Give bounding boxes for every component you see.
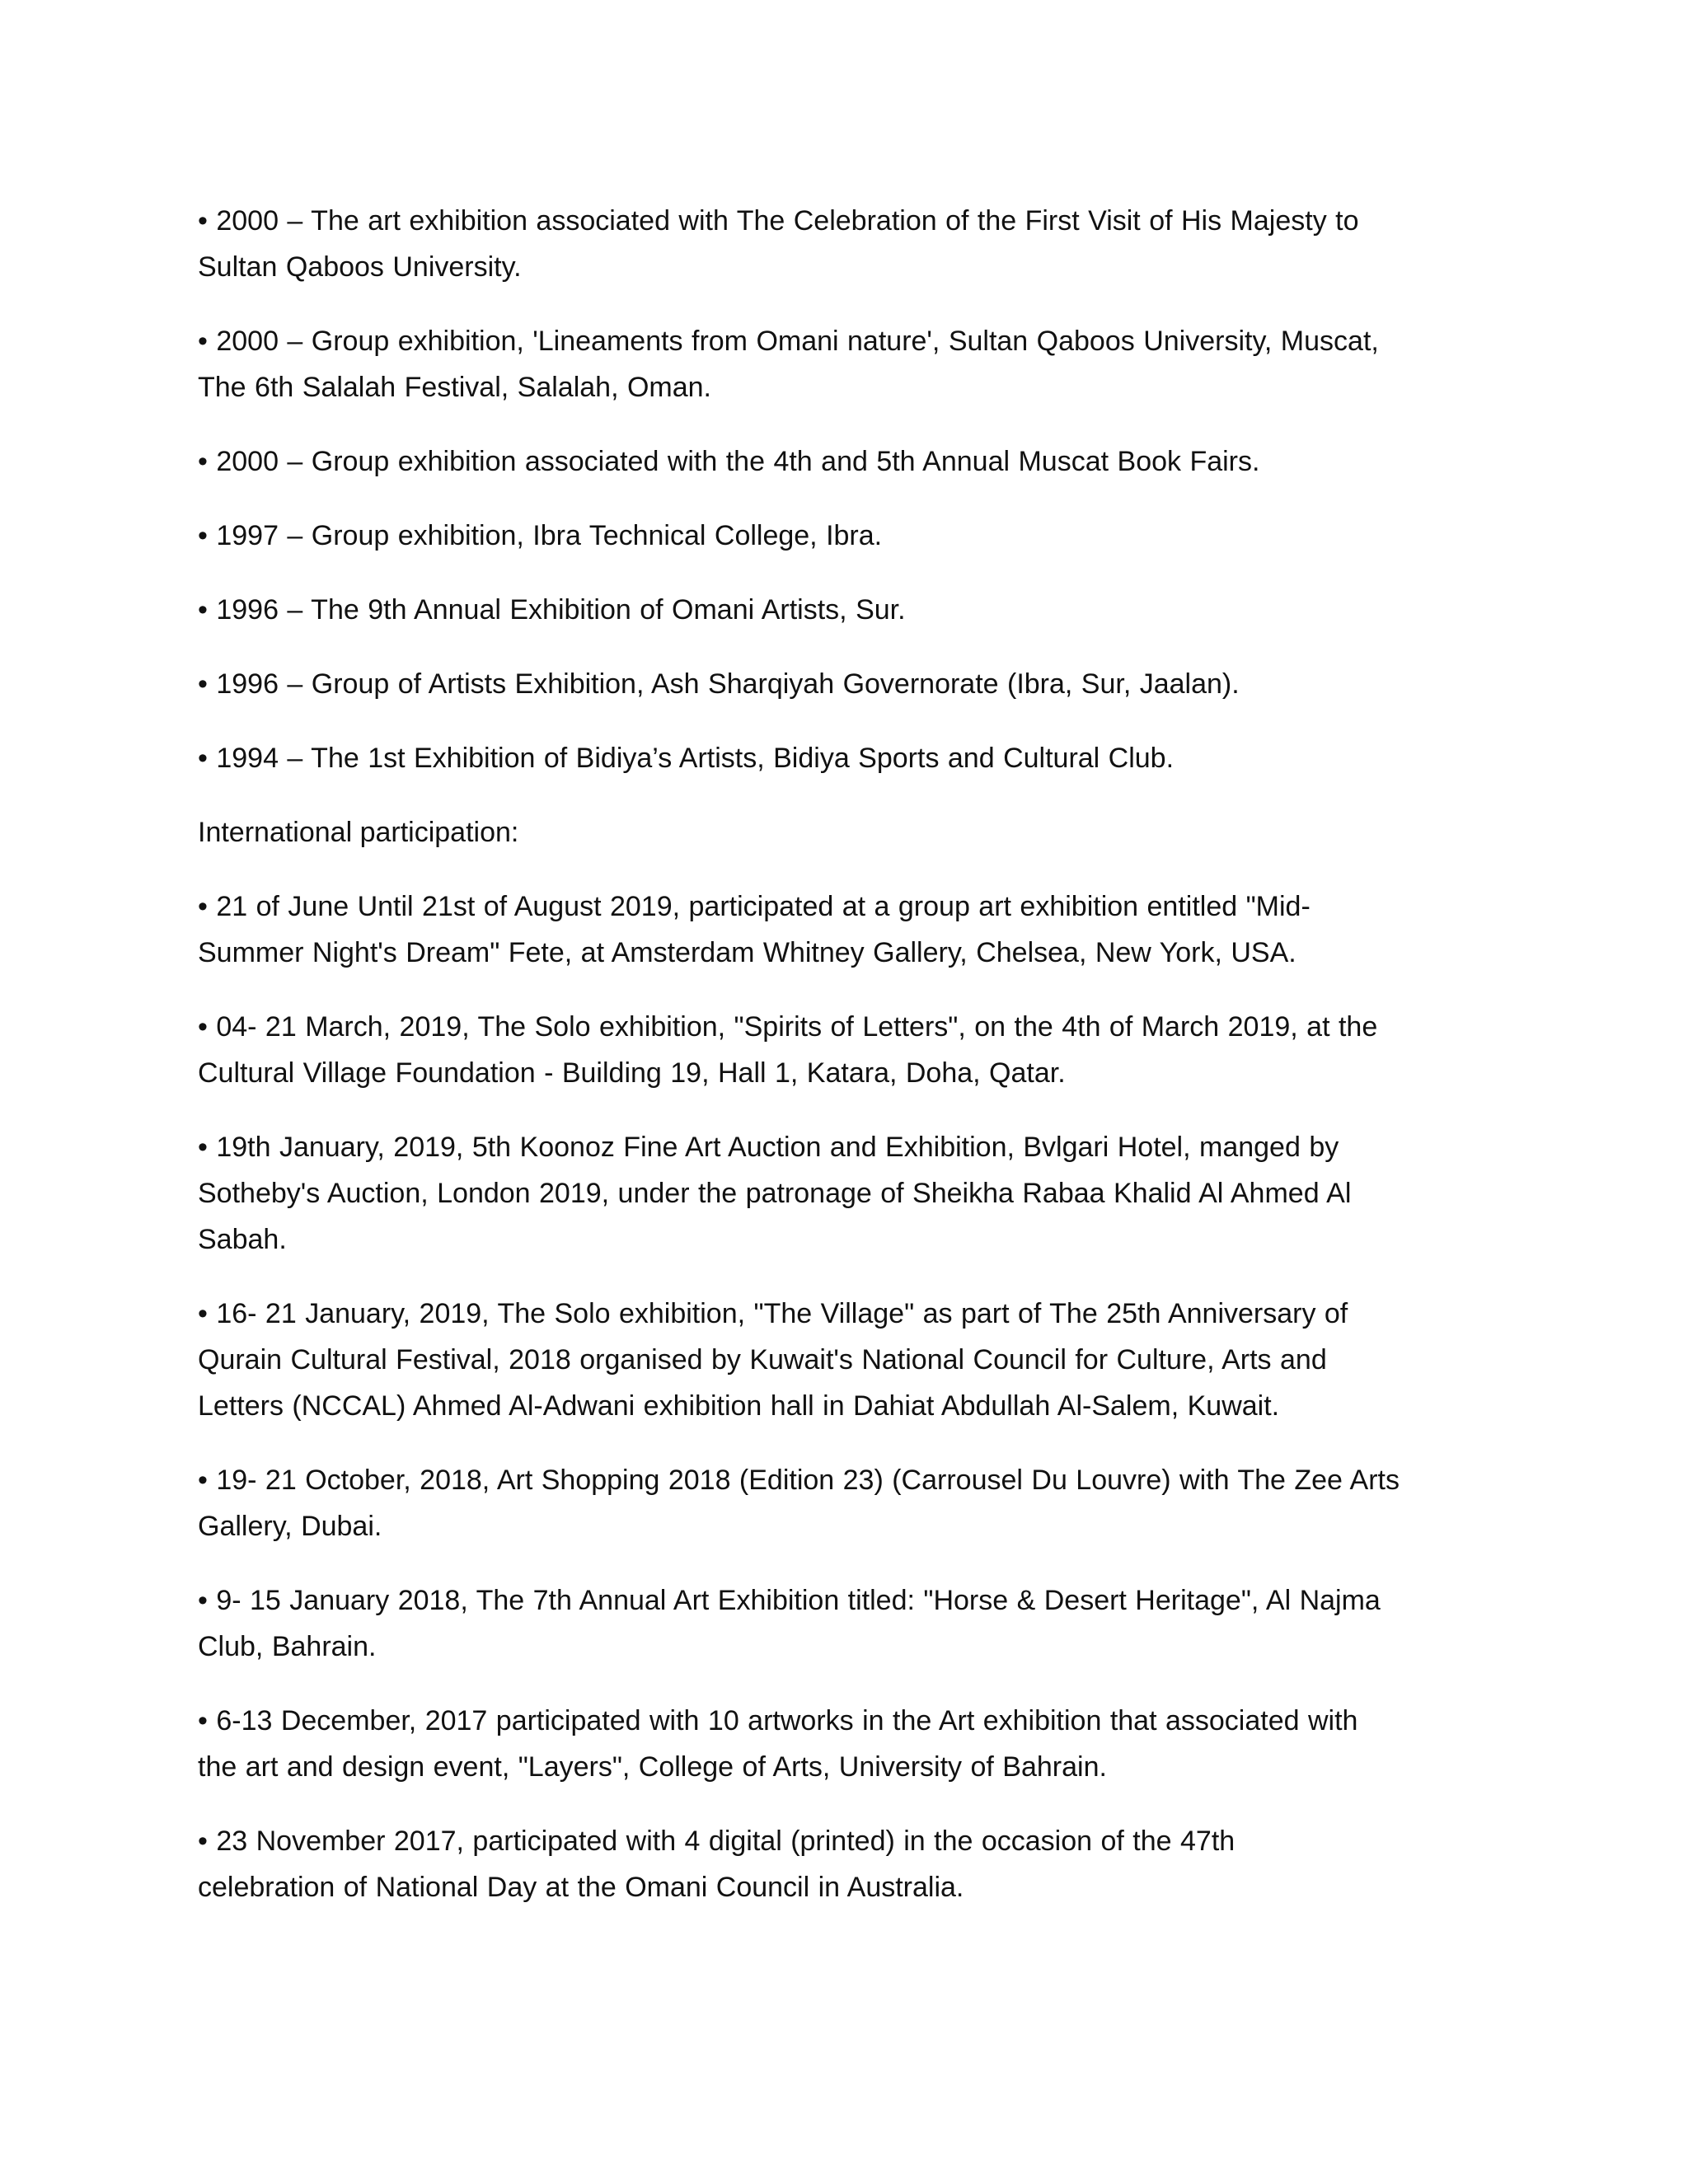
local-exhibition-entry-line: • 2000 – Group exhibition, 'Lineaments from Omani nature', Sultan Qaboos University, Muscat,	[198, 326, 1379, 357]
local-exhibition-entry-line: • 1996 – Group of Artists Exhibition, Ash Sharqiyah Governorate (Ibra, Sur, Jaalan).	[198, 668, 1240, 700]
international-exhibition-entry-line: • 19th January, 2019, 5th Koonoz Fine Art Auction and Exhibition, Bvlgari Hotel, manged by	[198, 1132, 1339, 1163]
local-exhibition-entry	[198, 318, 1484, 410]
international-exhibition-entry	[198, 1004, 1484, 1096]
local-exhibitions-list	[198, 198, 1484, 781]
international-exhibition-entry-line: • 23 November 2017, participated with 4 digital (printed) in the occasion of the 47th	[198, 1825, 1236, 1857]
international-exhibition-entry-line: • 16- 21 January, 2019, The Solo exhibition, "The Village" as part of The 25th Anniversary of	[198, 1298, 1348, 1329]
international-exhibition-entry-line: Gallery, Dubai.	[198, 1511, 382, 1542]
local-exhibition-entry	[198, 198, 1484, 290]
international-exhibition-entry-line: Letters (NCCAL) Ahmed Al-Adwani exhibition hall in Dahiat Abdullah Al-Salem, Kuwait.	[198, 1390, 1280, 1422]
international-exhibition-entry	[198, 1291, 1484, 1429]
international-exhibition-entry-line: • 6-13 December, 2017 participated with 10 artworks in the Art exhibition that associated with	[198, 1705, 1358, 1736]
international-exhibition-entry-line: Sabah.	[198, 1224, 287, 1255]
local-exhibition-entry	[198, 587, 1484, 633]
international-exhibition-entry-line: • 21 of June Until 21st of August 2019, participated at a group art exhibition entitled "Mid-	[198, 891, 1311, 922]
international-exhibition-entry-line: • 19- 21 October, 2018, Art Shopping 2018 (Edition 23) (Carrousel Du Louvre) with The Zee Arts	[198, 1465, 1400, 1496]
international-exhibitions-list	[198, 883, 1484, 1910]
international-exhibition-entry-line: Summer Night's Dream" Fete, at Amsterdam Whitney Gallery, Chelsea, New York, USA.	[198, 937, 1296, 968]
local-exhibition-entry-line: The 6th Salalah Festival, Salalah, Oman.	[198, 372, 711, 403]
international-exhibition-entry-line: Qurain Cultural Festival, 2018 organised by Kuwait's National Council for Culture, Arts and	[198, 1344, 1327, 1376]
local-exhibition-entry-line: • 1997 – Group exhibition, Ibra Technical College, Ibra.	[198, 520, 883, 551]
local-exhibition-entry-line: • 2000 – The art exhibition associated with The Celebration of the First Visit of His Majesty to	[198, 205, 1359, 237]
international-exhibition-entry	[198, 1698, 1484, 1790]
international-exhibition-entry-line: • 04- 21 March, 2019, The Solo exhibition, "Spirits of Letters", on the 4th of March 2019, at the	[198, 1011, 1378, 1043]
international-exhibition-entry-line: Club, Bahrain.	[198, 1631, 377, 1662]
local-exhibition-entry-line: • 1996 – The 9th Annual Exhibition of Omani Artists, Sur.	[198, 594, 906, 626]
international-exhibition-entry-line: Cultural Village Foundation - Building 19, Hall 1, Katara, Doha, Qatar.	[198, 1057, 1066, 1089]
local-exhibition-entry-line: Sultan Qaboos University.	[198, 251, 522, 283]
section-heading-international: International participation:	[198, 817, 519, 848]
international-exhibition-entry-line: celebration of National Day at the Omani Council in Australia.	[198, 1872, 964, 1903]
local-exhibition-entry-line: • 2000 – Group exhibition associated with the 4th and 5th Annual Muscat Book Fairs.	[198, 446, 1260, 477]
local-exhibition-entry	[198, 661, 1484, 707]
international-exhibition-entry	[198, 1818, 1484, 1910]
international-exhibition-entry-line: • 9- 15 January 2018, The 7th Annual Art Exhibition titled: "Horse & Desert Heritage", Al Najma	[198, 1585, 1381, 1616]
international-exhibition-entry	[198, 1577, 1484, 1670]
local-exhibition-entry	[198, 735, 1484, 781]
international-exhibition-entry	[198, 1124, 1484, 1263]
international-exhibition-entry	[198, 883, 1484, 976]
local-exhibition-entry	[198, 438, 1484, 485]
local-exhibition-entry-line: • 1994 – The 1st Exhibition of Bidiya’s Artists, Bidiya Sports and Cultural Club.	[198, 743, 1175, 774]
international-exhibition-entry	[198, 1457, 1484, 1549]
international-exhibition-entry-line: the art and design event, "Layers", College of Arts, University of Bahrain.	[198, 1751, 1107, 1783]
international-exhibition-entry-line: Sotheby's Auction, London 2019, under the patronage of Sheikha Rabaa Khalid Al Ahmed Al	[198, 1178, 1352, 1209]
local-exhibition-entry	[198, 513, 1484, 559]
document-page	[198, 198, 1484, 1938]
